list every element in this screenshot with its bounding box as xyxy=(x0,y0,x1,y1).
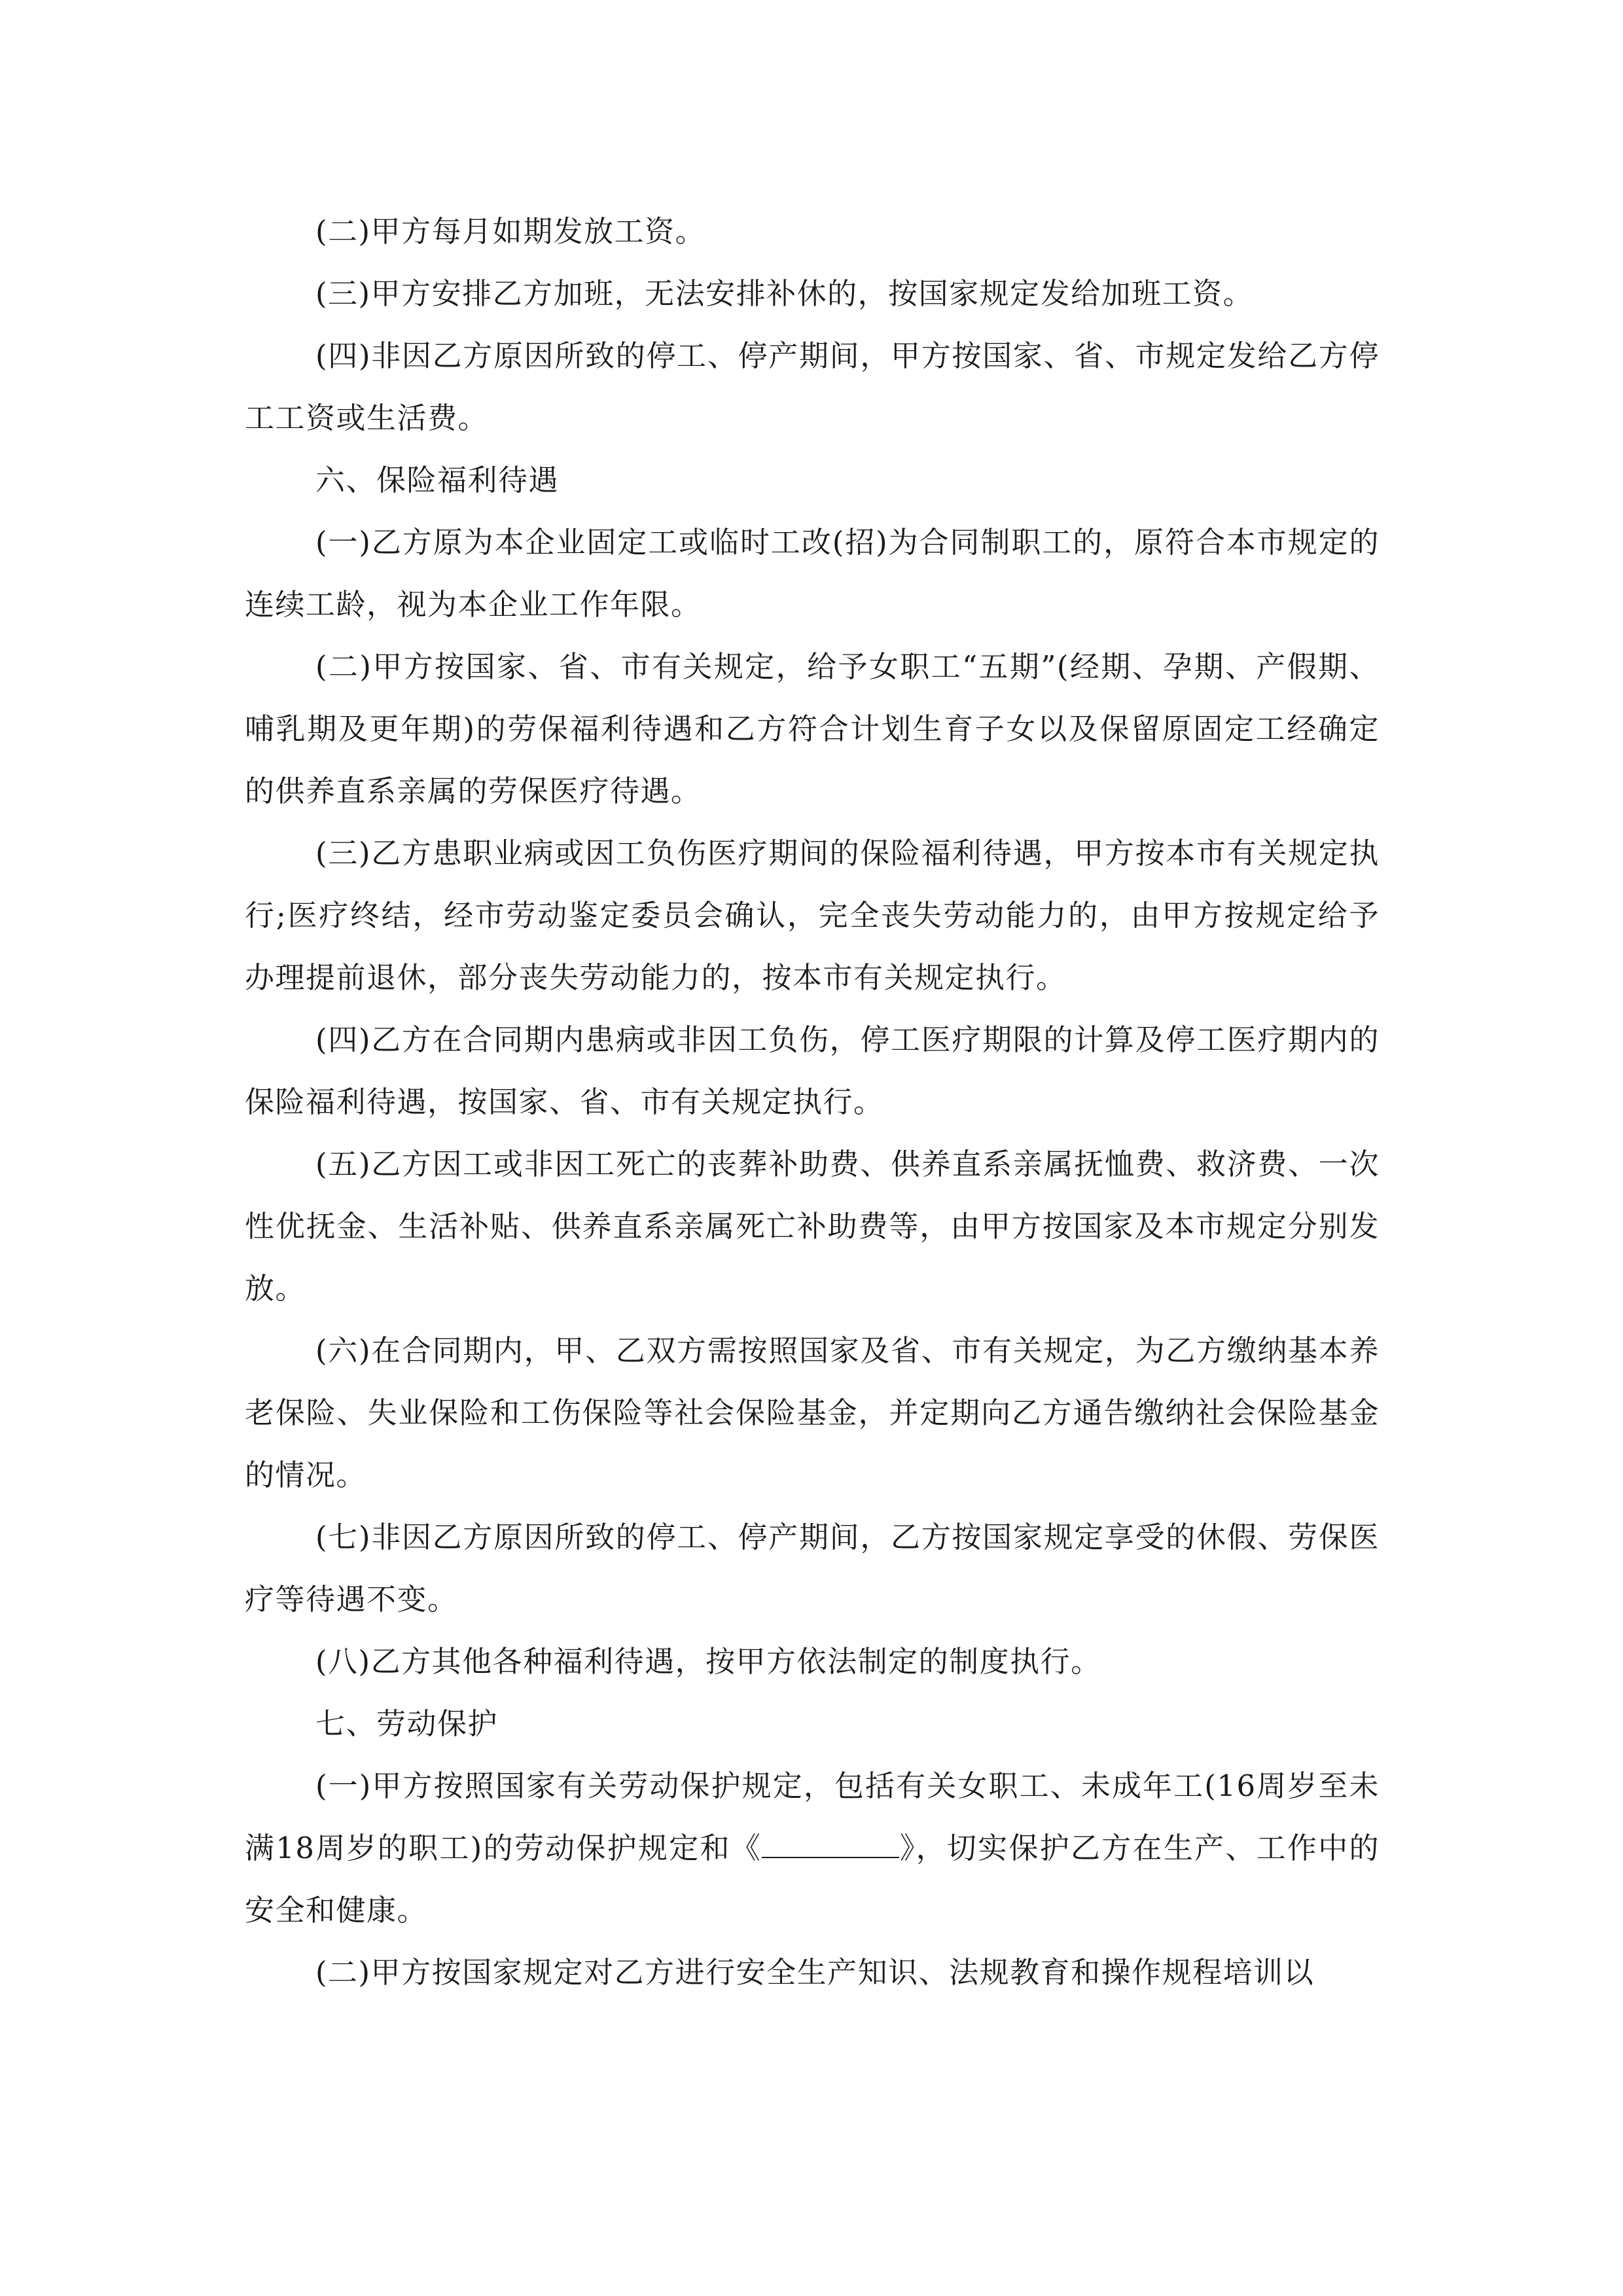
clause-5-death-benefits: (五)乙方因工或非因工死亡的丧葬补助费、供养直系亲属抚恤费、救济费、一次性优抚金、生活补贴、供养直系亲属死亡补助费等，由甲方按国家及本市规定分别发放。 xyxy=(245,1147,1380,1306)
clause-3-overtime-pay: (三)甲方安排乙方加班，无法安排补休的，按国家规定发给加班工资。 xyxy=(315,276,1254,311)
section-heading-labor-protection: 七、劳动保护 xyxy=(315,1706,499,1741)
clause-3-occupational-injury: (三)乙方患职业病或因工负伤医疗期间的保险福利待遇，甲方按本市有关规定执行;医疗终结，经市劳动鉴定委员会确认，完全丧失劳动能力的，由甲方按规定给予办理提前退休，部分丧失劳动能力的，按本市有关规定执行。 xyxy=(245,836,1380,995)
clause-text-before-blank: (一)甲方按照国家有关劳动保护规定，包括有关女职工、未成年工(16周岁至未满18周岁的职工)的劳动保护规定和《 xyxy=(245,1768,1380,1865)
fill-in-blank-regulation-name[interactable] xyxy=(762,1832,899,1858)
document-body xyxy=(245,200,1380,2003)
clause-1-seniority: (一)乙方原为本企业固定工或临时工改(招)为合同制职工的，原符合本市规定的连续工龄，视为本企业工作年限。 xyxy=(245,525,1380,622)
clause-2-female-worker-benefits: (二)甲方按国家、省、市有关规定，给予女职工“五期”(经期、孕期、产假期、哺乳期及更年期)的劳保福利待遇和乙方符合计划生育子女以及保留原固定工经确定的供养直系亲属的劳保医疗待遇。 xyxy=(245,649,1380,808)
clause-8-other-welfare: (八)乙方其他各种福利待遇，按甲方依法制定的制度执行。 xyxy=(315,1644,1101,1679)
clause-text-after-blank: 》，切实保护乙方在生产、工作中的安全和健康。 xyxy=(245,1831,1380,1928)
clause-4-sick-leave: (四)乙方在合同期内患病或非因工负伤，停工医疗期限的计算及停工医疗期内的保险福利待遇，按国家、省、市有关规定执行。 xyxy=(245,1022,1380,1119)
clause-4-stoppage-pay: (四)非因乙方原因所致的停工、停产期间，甲方按国家、省、市规定发给乙方停工工资或生活费。 xyxy=(245,338,1380,435)
clause-1-labor-protection-rules xyxy=(245,1755,1380,1941)
clause-7-stoppage-benefits: (七)非因乙方原因所致的停工、停产期间，乙方按国家规定享受的休假、劳保医疗等待遇不变。 xyxy=(245,1520,1380,1617)
clause-6-social-insurance: (六)在合同期内，甲、乙双方需按照国家及省、市有关规定，为乙方缴纳基本养老保险、失业保险和工伤保险等社会保险基金，并定期向乙方通告缴纳社会保险基金的情况。 xyxy=(245,1333,1380,1492)
clause-2-safety-training: (二)甲方按国家规定对乙方进行安全生产知识、法规教育和操作规程培训以 xyxy=(315,1955,1315,1990)
clause-2-wage-payment: (二)甲方每月如期发放工资。 xyxy=(315,214,706,249)
section-heading-insurance-welfare: 六、保险福利待遇 xyxy=(315,463,560,497)
